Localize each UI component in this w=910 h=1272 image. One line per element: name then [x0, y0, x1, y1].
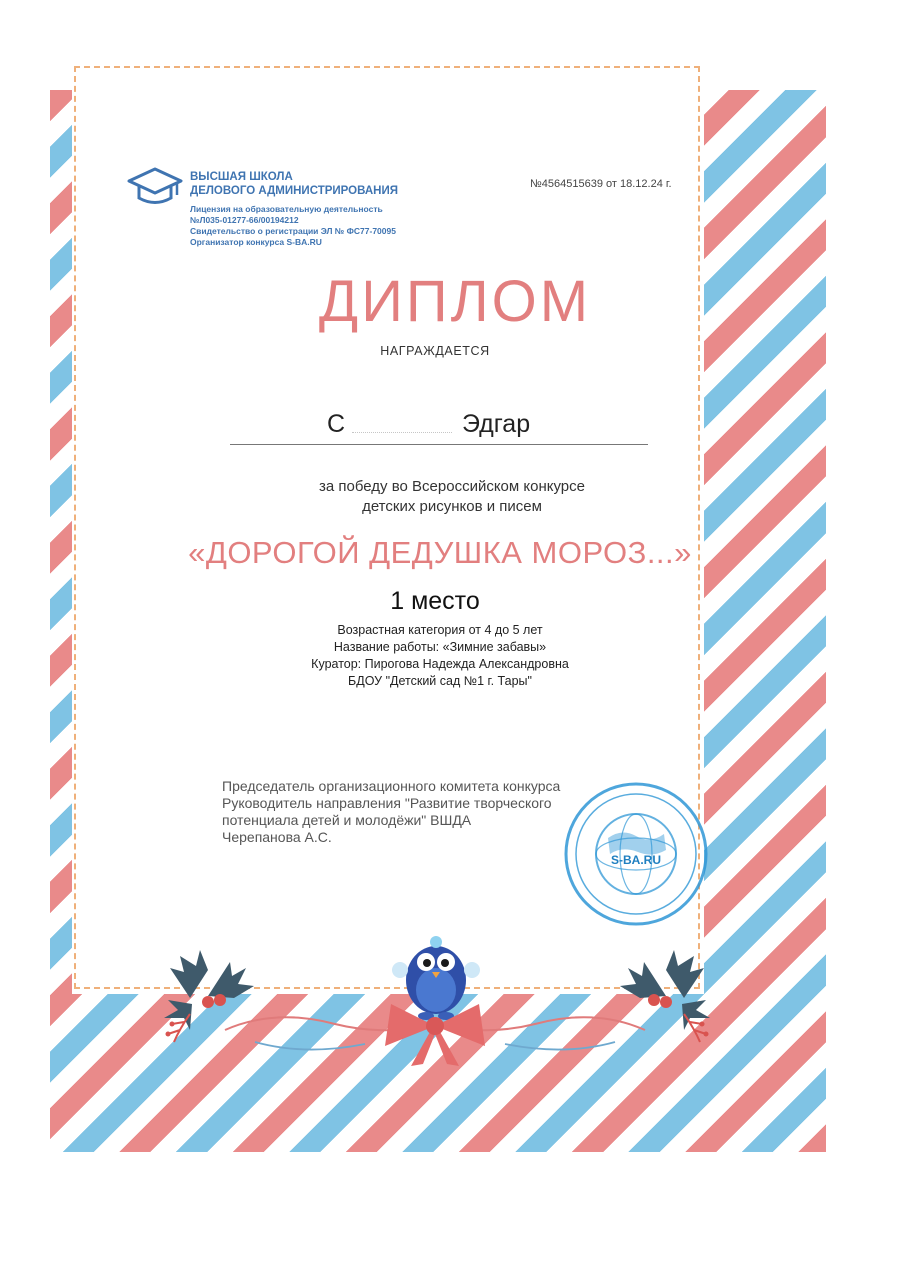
recipient-first-name: С [327, 410, 346, 438]
diploma-title: ДИПЛОМ [318, 269, 592, 334]
contest-name: «ДОРОГОЙ ДЕДУШКА МОРОЗ...» [188, 535, 692, 570]
curator: Куратор: Пирогова Надежда Александровна [311, 657, 569, 671]
license-info [190, 204, 450, 248]
age-category: Возрастная категория от 4 до 5 лет [337, 623, 543, 637]
work-name: Название работы: «Зимние забавы» [333, 640, 547, 654]
signature-line2: Руководитель направления "Развитие творческого [222, 795, 552, 811]
license-line1: Лицензия на образовательную деятельность [190, 204, 383, 214]
official-stamp [562, 780, 710, 928]
award-details [0, 622, 880, 690]
license-line2: №Л035-01277-66/00194212 [190, 215, 299, 225]
graduation-cap-icon [127, 165, 183, 209]
award-reason-line1: за победу во Всероссийском конкурсе [319, 478, 585, 495]
recipient-redaction [352, 432, 452, 433]
organization-name-line2: ДЕЛОВОГО АДМИНИСТРИРОВАНИЯ [190, 185, 399, 197]
license-line4: Организатор конкурса S-BA.RU [190, 237, 322, 247]
document-number: №4564515639 от 18.12.24 г. [530, 178, 672, 190]
stamp-center-text: S-BA.RU [611, 853, 661, 867]
signature-name: Черепанова А.С. [222, 829, 332, 845]
awarded-label: НАГРАЖДАЕТСЯ [380, 344, 490, 358]
organization-name [190, 170, 450, 198]
place-label: 1 место [390, 587, 480, 615]
bow-icon [215, 990, 655, 1070]
organization-name-line1: ВЫСШАЯ ШКОЛА [190, 171, 293, 183]
signature-line1: Председатель организационного комитета конкурса [222, 778, 561, 794]
institution: БДОУ "Детский сад №1 г. Тары" [348, 674, 532, 688]
award-reason [0, 477, 904, 517]
award-reason-line2: детских рисунков и писем [362, 498, 542, 515]
recipient-underline [230, 444, 648, 445]
license-line3: Свидетельство о регистрации ЭЛ № ФС77-70095 [190, 226, 396, 236]
recipient-last-name: Эдгар [462, 410, 531, 438]
signature-line3: потенциала детей и молодёжи" ВШДА [222, 812, 472, 828]
